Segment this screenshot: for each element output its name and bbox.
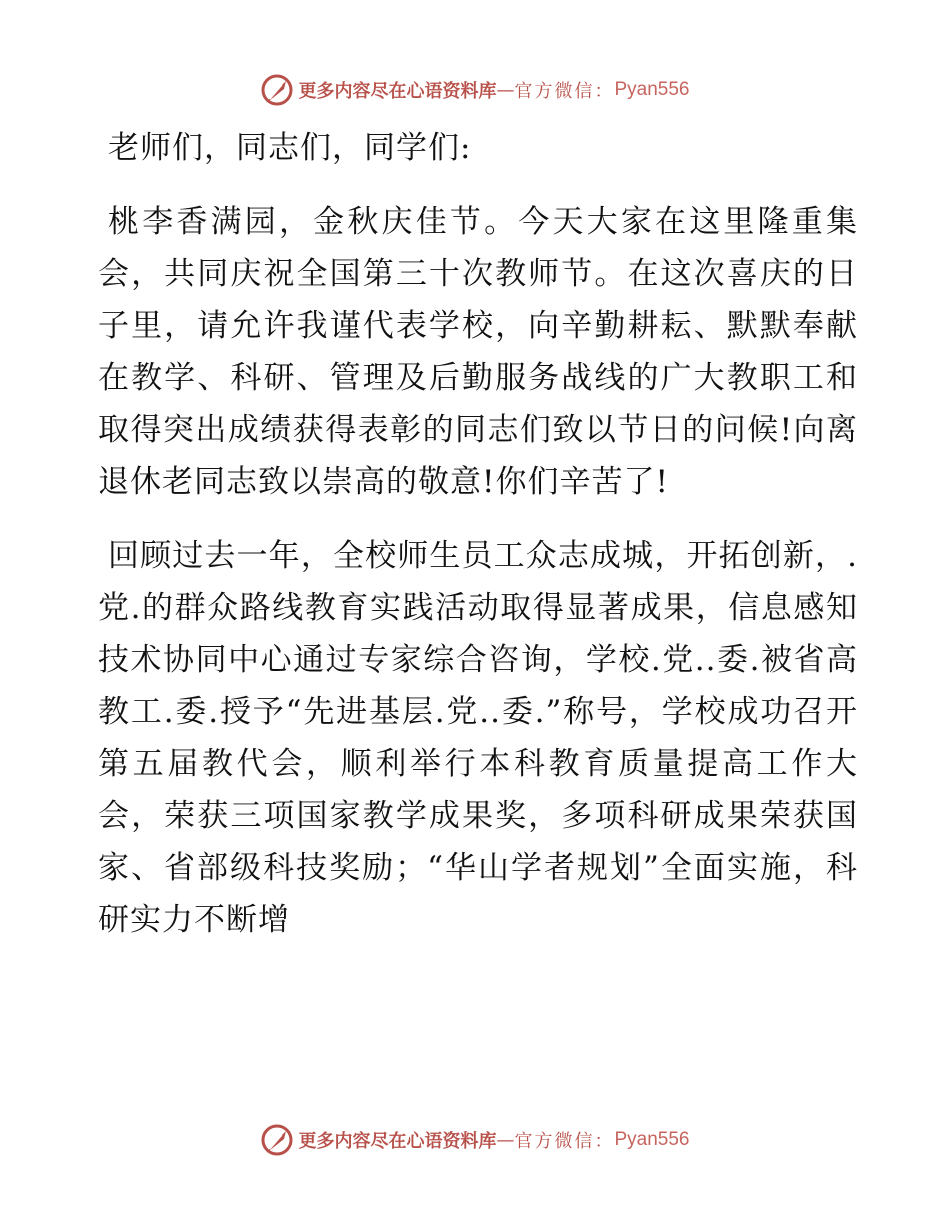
- watermark-dash: —: [496, 79, 515, 101]
- watermark-official: 官方微信：: [514, 81, 615, 102]
- salutation: 老师们，同志们，同学们:: [108, 130, 472, 166]
- document-body: [98, 122, 858, 946]
- paragraph-1: 桃李香满园，金秋庆佳节。今天大家在这里隆重集会，共同庆祝全国第三十次教师节。在这次喜庆的日子里，请允许我谨代表学校，向辛勤耕耘、默默奉献在教学、科研、管理及后勤服务战线的广大教职工和取得突出成绩获得表彰的同志们致以节日的问候!向离退休老同志致以崇高的敬意!你们辛苦了!: [98, 204, 858, 500]
- watermark-title: 更多内容尽在心语资料库: [298, 81, 497, 102]
- watermark-banner-top: [0, 70, 950, 110]
- paragraph-2: 回顾过去一年，全校师生员工众志成城，开拓创新，.党.的群众路线教育实践活动取得显著成果，信息感知技术协同中心通过专家综合咨询，学校.党..委.被省高教工.委.授予“先进基层.党..委.”称号，学校成功召开第五届教代会，顺利举行本科教育质量提高工作大会，荣获三项国家教学成果奖，多项科研成果荣获国家、省部级科技奖励；“华山学者规划”全面实施，科研实力不断增: [98, 538, 858, 938]
- watermark-id: Pyan556: [614, 79, 690, 100]
- watermark-dash: —: [496, 1129, 515, 1151]
- watermark-id: Pyan556: [614, 1129, 690, 1150]
- watermark-official: 官方微信：: [514, 1131, 615, 1152]
- watermark-banner-bottom: [0, 1120, 950, 1160]
- quill-pen-circle-icon: [260, 1123, 294, 1157]
- quill-pen-circle-icon: [260, 73, 294, 107]
- watermark-title: 更多内容尽在心语资料库: [298, 1131, 497, 1152]
